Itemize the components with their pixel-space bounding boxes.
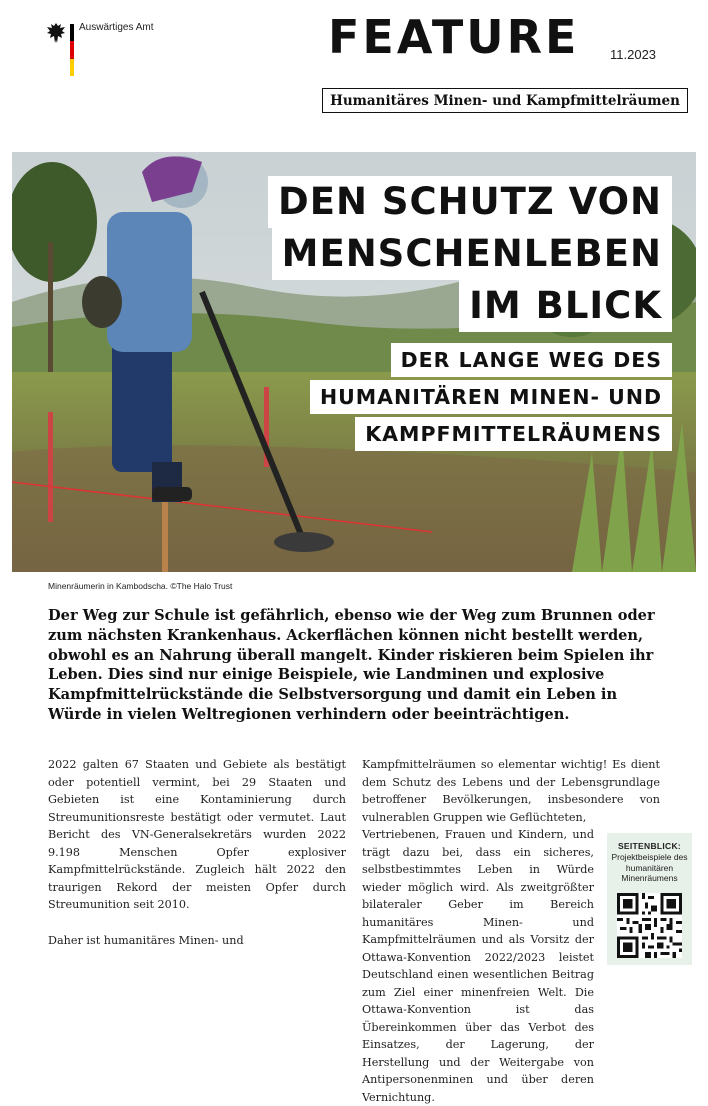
feature-title: FEATURE	[328, 10, 580, 64]
headline-line-1: DEN SCHUTZ VON	[268, 176, 672, 228]
body-paragraph-2: Daher ist humanitäres Minen- und	[48, 933, 244, 947]
auswaertiges-amt-logo	[46, 22, 186, 78]
headline-line-2: MENSCHENLEBEN	[272, 228, 672, 280]
body-paragraph-1: 2022 galten 67 Staaten und Gebiete als bestätigt oder potentiell vermint, bei 29 Staaten und Gebieten ist eine Kontaminierung durch Streumunitionsreste bestätigt oder vermutet. Laut Bericht des VN-Generalsekretärs wurden 2022 9.198 Menschen Opfer explosiver Kampfmittelrückstände. Zugleich hält 2022 den traurigen Rekord der meisten Opfer durch Streumunition seit 2010.	[48, 758, 346, 911]
seitenblick-title: SEITENBLICK:	[617, 841, 682, 851]
subheadline-line-3: KAMPFMITTELRÄUMENS	[355, 417, 672, 451]
federal-eagle-icon	[46, 22, 66, 44]
photo-caption: Minenräumerin in Kambodscha. ©The Halo Trust	[48, 581, 233, 591]
body-paragraph-2-end: Vertriebenen, Frauen und Kindern, und trägt dazu bei, dass ein sicheres, selbstbestimmtes Leben in Würde wieder möglich wird. Als zweitgrößter bilateraler Geber im Bereich humanitäres Minen- und Kampfmittelräumen und als Vorsitz der Ottawa-Konvention 2022/2023 leistet Deutschland einen wesentlichen Beitrag zum Ziel einer minenfreien Welt. Die Ottawa-Konvention ist das Übereinkommen über das Verbot des Einsatzes, der Lagerung, der Herstellung und der Weitergabe von Antipersonenminen und über deren Vernichtung.	[362, 828, 594, 1104]
topic-label: Humanitäres Minen- und Kampfmittelräumen	[322, 88, 688, 113]
lead-paragraph: Der Weg zur Schule ist gefährlich, ebenso wie der Weg zum Brunnen oder zum nächsten Krankenhaus. Ackerflächen können nicht bestellt werden, obwohl es an Nahrung überall mangelt. Kinder riskieren beim Spielen ihr Leben. Dies sind nur einige Beispiele, wie Landminen und explosive Kampfmittelrückstände die Selbstversorgung und damit ein Leben in Würde in vielen Weltregionen verhindern oder beeinträchtigen.	[48, 607, 655, 723]
body-paragraph-2-continued: Kampfmittelräumen so elementar wichtig! Es dient dem Schutz des Lebens und der Lebensgrundlage betroffener Bevölkerungen, insbesondere von vulnerablen Gruppen wie Geflüchteten,	[362, 758, 660, 824]
body-column-2	[362, 756, 660, 826]
body-column-1	[48, 756, 346, 949]
headline-line-3: IM BLICK	[459, 280, 672, 332]
qr-code-icon[interactable]	[617, 893, 682, 958]
hero-photo	[12, 152, 696, 572]
org-name: Auswärtiges Amt	[79, 22, 154, 33]
seitenblick-subtitle: Projektbeispiele des humanitären Minenräumens	[611, 852, 688, 883]
subheadline-line-2: HUMANITÄREN MINEN- UND	[310, 380, 672, 414]
subheadline-line-1: DER LANGE WEG DES	[391, 343, 672, 377]
issue-date: 11.2023	[610, 47, 657, 62]
seitenblick-box[interactable]	[607, 833, 692, 965]
body-column-2-narrow	[362, 826, 594, 1106]
flag-bar	[70, 24, 74, 76]
